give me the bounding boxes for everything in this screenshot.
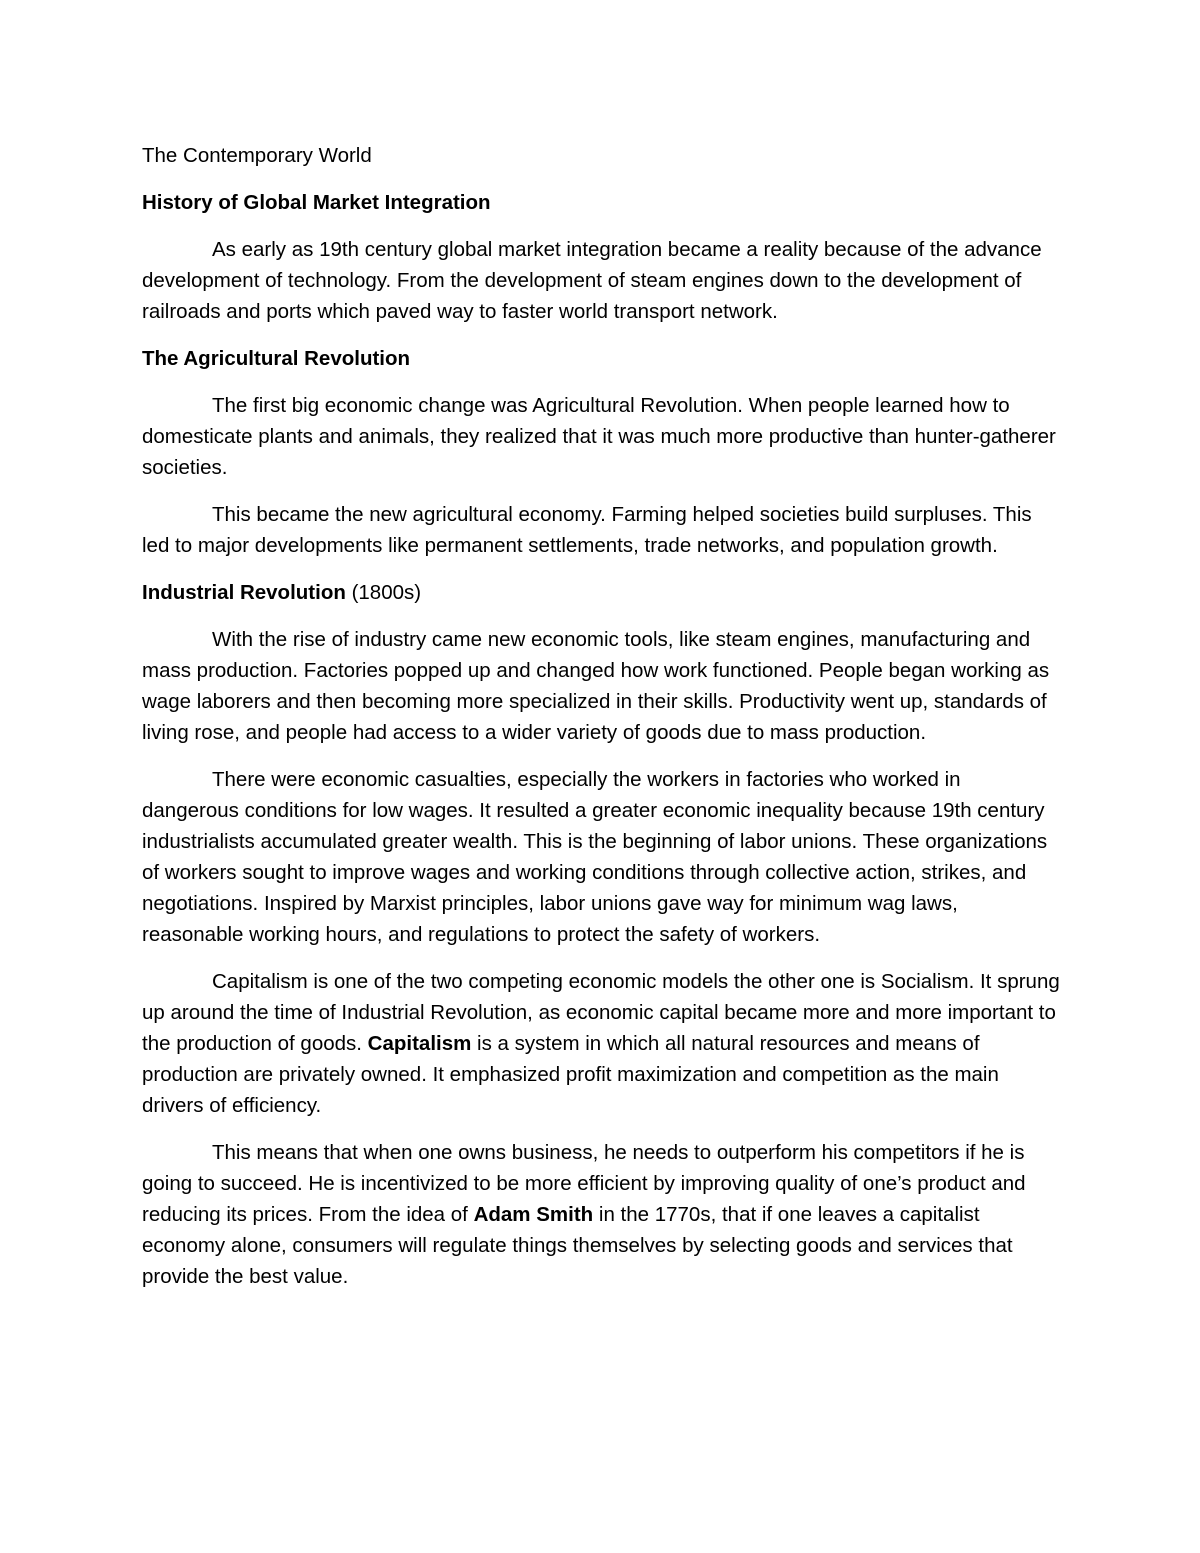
capitalism-text-a: Capitalism is one of the two competing economic models the other one is Socialism. It sprung up around the time of Industrial Revolution, as economic capital became more and more important to the production of goods. <box>142 970 1060 1055</box>
paragraph-agricultural-2: This became the new agricultural economy. Farming helped societies build surpluses. This led to major developments like permanent settlements, trade networks, and population growth. <box>142 503 1032 557</box>
adam-smith-name: Adam Smith <box>473 1203 594 1226</box>
section-heading-agricultural-revolution: The Agricultural Revolution <box>142 347 411 370</box>
document-title: The Contemporary World <box>142 144 372 167</box>
paragraph-industrial-1: With the rise of industry came new economic tools, like steam engines, manufacturing and mass production. Factories popped up and changed how work functioned. People began working as wage laborers and then becoming more specialized in their skills. Productivity went up, standards of living rose, and people had access to a wider variety of goods due to mass production. <box>142 628 1050 744</box>
paragraph-industrial-2: There were economic casualties, especially the workers in factories who worked in dangerous conditions for low wages. It resulted a greater economic inequality because 19th century industrialists accumulated greater wealth. This is the beginning of labor unions. These organizations of workers sought to improve wages and working conditions through collective action, strikes, and negotiations. Inspired by Marxist principles, labor unions gave way for minimum wag laws, reasonable working hours, and regulations to protect the safety of workers. <box>142 768 1048 946</box>
adam-smith-text-b: in the 1770s, that if one leaves a capitalist economy alone, consumers will regulate things themselves by selecting goods and services that provide the best value. <box>142 1203 1013 1288</box>
adam-smith-text-a: This means that when one owns business, he needs to outperform his competitors if he is going to succeed. He is incentivized to be more efficient by improving quality of one’s product and reducing its prices. From the idea of <box>142 1141 1026 1226</box>
capitalism-text-b: is a system in which all natural resources and means of production are privately owned. It emphasized profit maximization and competition as the main drivers of efficiency. <box>142 1032 999 1117</box>
paragraph-global-market: As early as 19th century global market integration became a reality because of the advance development of technology. From the development of steam engines down to the development of railroads and ports which paved way to faster world transport network. <box>142 238 1042 323</box>
heading-industrial-label: Industrial Revolution <box>142 581 346 604</box>
paragraph-adam-smith <box>142 1137 1062 1292</box>
paragraph-capitalism <box>142 966 1062 1121</box>
paragraph-agricultural-1: The first big economic change was Agricultural Revolution. When people learned how to domesticate plants and animals, they realized that it was much more productive than hunter-gatherer societies. <box>142 394 1056 479</box>
heading-industrial-years: (1800s) <box>345 581 422 604</box>
document-page <box>142 140 1062 1308</box>
section-heading-global-market: History of Global Market Integration <box>142 191 491 214</box>
section-heading-industrial-revolution <box>142 577 1062 608</box>
capitalism-term: Capitalism <box>367 1032 472 1055</box>
